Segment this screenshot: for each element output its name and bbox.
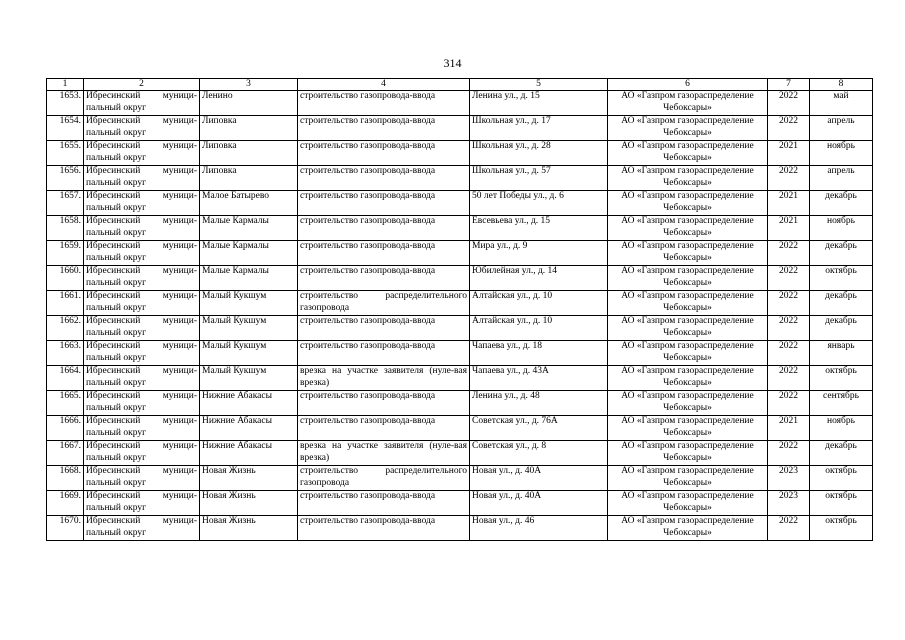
settlement-cell: Новая Жизнь xyxy=(200,516,298,541)
district-cell: Ибресинский муници-пальный округ xyxy=(84,216,200,241)
month-cell: май xyxy=(810,91,873,116)
address-cell: Чапаева ул., д. 18 xyxy=(470,341,608,366)
year-cell: 2021 xyxy=(768,216,810,241)
work-type-cell: врезка на участке заявителя (нуле-вая врезка) xyxy=(298,441,470,466)
organization-cell: АО «Газпром газораспределение Чебоксары» xyxy=(608,291,768,316)
row-number: 1655. xyxy=(47,141,84,166)
organization-cell: АО «Газпром газораспределение Чебоксары» xyxy=(608,166,768,191)
address-cell: 50 лет Победы ул., д. 6 xyxy=(470,191,608,216)
settlement-cell: Малые Кармалы xyxy=(200,216,298,241)
settlement-cell: Малый Кукшум xyxy=(200,316,298,341)
organization-cell: АО «Газпром газораспределение Чебоксары» xyxy=(608,191,768,216)
work-type-cell: строительство распределительного газопровода xyxy=(298,291,470,316)
district-cell: Ибресинский муници-пальный округ xyxy=(84,391,200,416)
district-cell: Ибресинский муници-пальный округ xyxy=(84,141,200,166)
settlement-cell: Малые Кармалы xyxy=(200,266,298,291)
row-number: 1660. xyxy=(47,266,84,291)
organization-cell: АО «Газпром газораспределение Чебоксары» xyxy=(608,516,768,541)
year-cell: 2022 xyxy=(768,166,810,191)
organization-cell: АО «Газпром газораспределение Чебоксары» xyxy=(608,491,768,516)
column-header: 7 xyxy=(768,79,810,91)
table-row xyxy=(47,141,873,166)
table-row xyxy=(47,466,873,491)
work-type-cell: строительство газопровода-ввода xyxy=(298,116,470,141)
address-cell: Советская ул., д. 8 xyxy=(470,441,608,466)
address-cell: Алтайская ул., д. 10 xyxy=(470,316,608,341)
settlement-cell: Липовка xyxy=(200,116,298,141)
settlement-cell: Ленино xyxy=(200,91,298,116)
settlement-cell: Липовка xyxy=(200,166,298,191)
month-cell: октябрь xyxy=(810,491,873,516)
column-header: 1 xyxy=(47,79,84,91)
settlement-cell: Нижние Абакасы xyxy=(200,416,298,441)
year-cell: 2022 xyxy=(768,241,810,266)
month-cell: апрель xyxy=(810,166,873,191)
district-cell: Ибресинский муници-пальный округ xyxy=(84,466,200,491)
row-number: 1663. xyxy=(47,341,84,366)
row-number: 1653. xyxy=(47,91,84,116)
column-header: 8 xyxy=(810,79,873,91)
organization-cell: АО «Газпром газораспределение Чебоксары» xyxy=(608,241,768,266)
year-cell: 2021 xyxy=(768,416,810,441)
month-cell: апрель xyxy=(810,116,873,141)
row-number: 1667. xyxy=(47,441,84,466)
column-header: 3 xyxy=(200,79,298,91)
month-cell: октябрь xyxy=(810,516,873,541)
column-header: 5 xyxy=(470,79,608,91)
month-cell: октябрь xyxy=(810,466,873,491)
work-type-cell: строительство газопровода-ввода xyxy=(298,491,470,516)
address-cell: Евсевьева ул., д. 15 xyxy=(470,216,608,241)
column-header: 4 xyxy=(298,79,470,91)
address-cell: Ленина ул., д. 15 xyxy=(470,91,608,116)
settlement-cell: Липовка xyxy=(200,141,298,166)
address-cell: Новая ул., д. 40А xyxy=(470,466,608,491)
district-cell: Ибресинский муници-пальный округ xyxy=(84,241,200,266)
work-type-cell: строительство газопровода-ввода xyxy=(298,241,470,266)
row-number: 1666. xyxy=(47,416,84,441)
settlement-cell: Новая Жизнь xyxy=(200,466,298,491)
year-cell: 2022 xyxy=(768,391,810,416)
year-cell: 2022 xyxy=(768,316,810,341)
settlement-cell: Малое Батырево xyxy=(200,191,298,216)
row-number: 1669. xyxy=(47,491,84,516)
district-cell: Ибресинский муници-пальный округ xyxy=(84,516,200,541)
row-number: 1657. xyxy=(47,191,84,216)
table-row xyxy=(47,241,873,266)
month-cell: октябрь xyxy=(810,266,873,291)
organization-cell: АО «Газпром газораспределение Чебоксары» xyxy=(608,91,768,116)
row-number: 1661. xyxy=(47,291,84,316)
district-cell: Ибресинский муници-пальный округ xyxy=(84,416,200,441)
settlement-cell: Нижние Абакасы xyxy=(200,441,298,466)
address-cell: Мира ул., д. 9 xyxy=(470,241,608,266)
work-type-cell: строительство распределительного газопровода xyxy=(298,466,470,491)
work-type-cell: строительство газопровода-ввода xyxy=(298,166,470,191)
year-cell: 2022 xyxy=(768,366,810,391)
work-type-cell: строительство газопровода-ввода xyxy=(298,91,470,116)
table-row xyxy=(47,191,873,216)
organization-cell: АО «Газпром газораспределение Чебоксары» xyxy=(608,116,768,141)
table-row xyxy=(47,391,873,416)
table-row xyxy=(47,516,873,541)
row-number: 1665. xyxy=(47,391,84,416)
settlement-cell: Малый Кукшум xyxy=(200,341,298,366)
month-cell: сентябрь xyxy=(810,391,873,416)
district-cell: Ибресинский муници-пальный округ xyxy=(84,316,200,341)
month-cell: декабрь xyxy=(810,316,873,341)
month-cell: январь xyxy=(810,341,873,366)
row-number: 1656. xyxy=(47,166,84,191)
district-cell: Ибресинский муници-пальный округ xyxy=(84,116,200,141)
month-cell: декабрь xyxy=(810,191,873,216)
table-row xyxy=(47,91,873,116)
address-cell: Юбилейная ул., д. 14 xyxy=(470,266,608,291)
table-row xyxy=(47,316,873,341)
table-row xyxy=(47,416,873,441)
work-type-cell: врезка на участке заявителя (нуле-вая врезка) xyxy=(298,366,470,391)
work-type-cell: строительство газопровода-ввода xyxy=(298,266,470,291)
organization-cell: АО «Газпром газораспределение Чебоксары» xyxy=(608,216,768,241)
year-cell: 2023 xyxy=(768,491,810,516)
table-row xyxy=(47,166,873,191)
organization-cell: АО «Газпром газораспределение Чебоксары» xyxy=(608,316,768,341)
year-cell: 2022 xyxy=(768,91,810,116)
year-cell: 2023 xyxy=(768,466,810,491)
table-row xyxy=(47,366,873,391)
organization-cell: АО «Газпром газораспределение Чебоксары» xyxy=(608,441,768,466)
organization-cell: АО «Газпром газораспределение Чебоксары» xyxy=(608,416,768,441)
address-cell: Школьная ул., д. 17 xyxy=(470,116,608,141)
settlement-cell: Малые Кармалы xyxy=(200,241,298,266)
work-type-cell: строительство газопровода-ввода xyxy=(298,516,470,541)
work-type-cell: строительство газопровода-ввода xyxy=(298,416,470,441)
address-cell: Школьная ул., д. 28 xyxy=(470,141,608,166)
table-row xyxy=(47,116,873,141)
settlement-cell: Малый Кукшум xyxy=(200,291,298,316)
year-cell: 2022 xyxy=(768,291,810,316)
month-cell: ноябрь xyxy=(810,141,873,166)
district-cell: Ибресинский муници-пальный округ xyxy=(84,366,200,391)
work-type-cell: строительство газопровода-ввода xyxy=(298,316,470,341)
address-cell: Чапаева ул., д. 43А xyxy=(470,366,608,391)
table-body xyxy=(47,91,873,541)
district-cell: Ибресинский муници-пальный округ xyxy=(84,491,200,516)
table-row xyxy=(47,291,873,316)
month-cell: ноябрь xyxy=(810,216,873,241)
district-cell: Ибресинский муници-пальный округ xyxy=(84,91,200,116)
district-cell: Ибресинский муници-пальный округ xyxy=(84,266,200,291)
year-cell: 2022 xyxy=(768,516,810,541)
district-cell: Ибресинский муници-пальный округ xyxy=(84,441,200,466)
district-cell: Ибресинский муници-пальный округ xyxy=(84,341,200,366)
work-type-cell: строительство газопровода-ввода xyxy=(298,391,470,416)
work-type-cell: строительство газопровода-ввода xyxy=(298,191,470,216)
month-cell: декабрь xyxy=(810,291,873,316)
year-cell: 2021 xyxy=(768,141,810,166)
table-row xyxy=(47,266,873,291)
year-cell: 2022 xyxy=(768,116,810,141)
month-cell: ноябрь xyxy=(810,416,873,441)
row-number: 1662. xyxy=(47,316,84,341)
year-cell: 2022 xyxy=(768,266,810,291)
table-row xyxy=(47,216,873,241)
row-number: 1670. xyxy=(47,516,84,541)
organization-cell: АО «Газпром газораспределение Чебоксары» xyxy=(608,391,768,416)
address-cell: Новая ул., д. 46 xyxy=(470,516,608,541)
row-number: 1668. xyxy=(47,466,84,491)
month-cell: октябрь xyxy=(810,366,873,391)
row-number: 1664. xyxy=(47,366,84,391)
gas-works-table xyxy=(46,78,873,541)
table-row xyxy=(47,441,873,466)
year-cell: 2022 xyxy=(768,341,810,366)
district-cell: Ибресинский муници-пальный округ xyxy=(84,291,200,316)
month-cell: декабрь xyxy=(810,441,873,466)
address-cell: Советская ул., д. 76А xyxy=(470,416,608,441)
address-cell: Школьная ул., д. 57 xyxy=(470,166,608,191)
header-row xyxy=(47,79,873,91)
settlement-cell: Новая Жизнь xyxy=(200,491,298,516)
organization-cell: АО «Газпром газораспределение Чебоксары» xyxy=(608,366,768,391)
organization-cell: АО «Газпром газораспределение Чебоксары» xyxy=(608,141,768,166)
organization-cell: АО «Газпром газораспределение Чебоксары» xyxy=(608,266,768,291)
column-header: 6 xyxy=(608,79,768,91)
year-cell: 2022 xyxy=(768,441,810,466)
work-type-cell: строительство газопровода-ввода xyxy=(298,141,470,166)
address-cell: Ленина ул., д. 48 xyxy=(470,391,608,416)
table-row xyxy=(47,341,873,366)
organization-cell: АО «Газпром газораспределение Чебоксары» xyxy=(608,466,768,491)
work-type-cell: строительство газопровода-ввода xyxy=(298,341,470,366)
address-cell: Алтайская ул., д. 10 xyxy=(470,291,608,316)
month-cell: декабрь xyxy=(810,241,873,266)
settlement-cell: Нижние Абакасы xyxy=(200,391,298,416)
district-cell: Ибресинский муници-пальный округ xyxy=(84,166,200,191)
settlement-cell: Малый Кукшум xyxy=(200,366,298,391)
row-number: 1654. xyxy=(47,116,84,141)
address-cell: Новая ул., д. 40А xyxy=(470,491,608,516)
row-number: 1658. xyxy=(47,216,84,241)
page-number: 314 xyxy=(443,56,462,70)
organization-cell: АО «Газпром газораспределение Чебоксары» xyxy=(608,341,768,366)
column-header: 2 xyxy=(84,79,200,91)
row-number: 1659. xyxy=(47,241,84,266)
year-cell: 2021 xyxy=(768,191,810,216)
district-cell: Ибресинский муници-пальный округ xyxy=(84,191,200,216)
work-type-cell: строительство газопровода-ввода xyxy=(298,216,470,241)
table-row xyxy=(47,491,873,516)
